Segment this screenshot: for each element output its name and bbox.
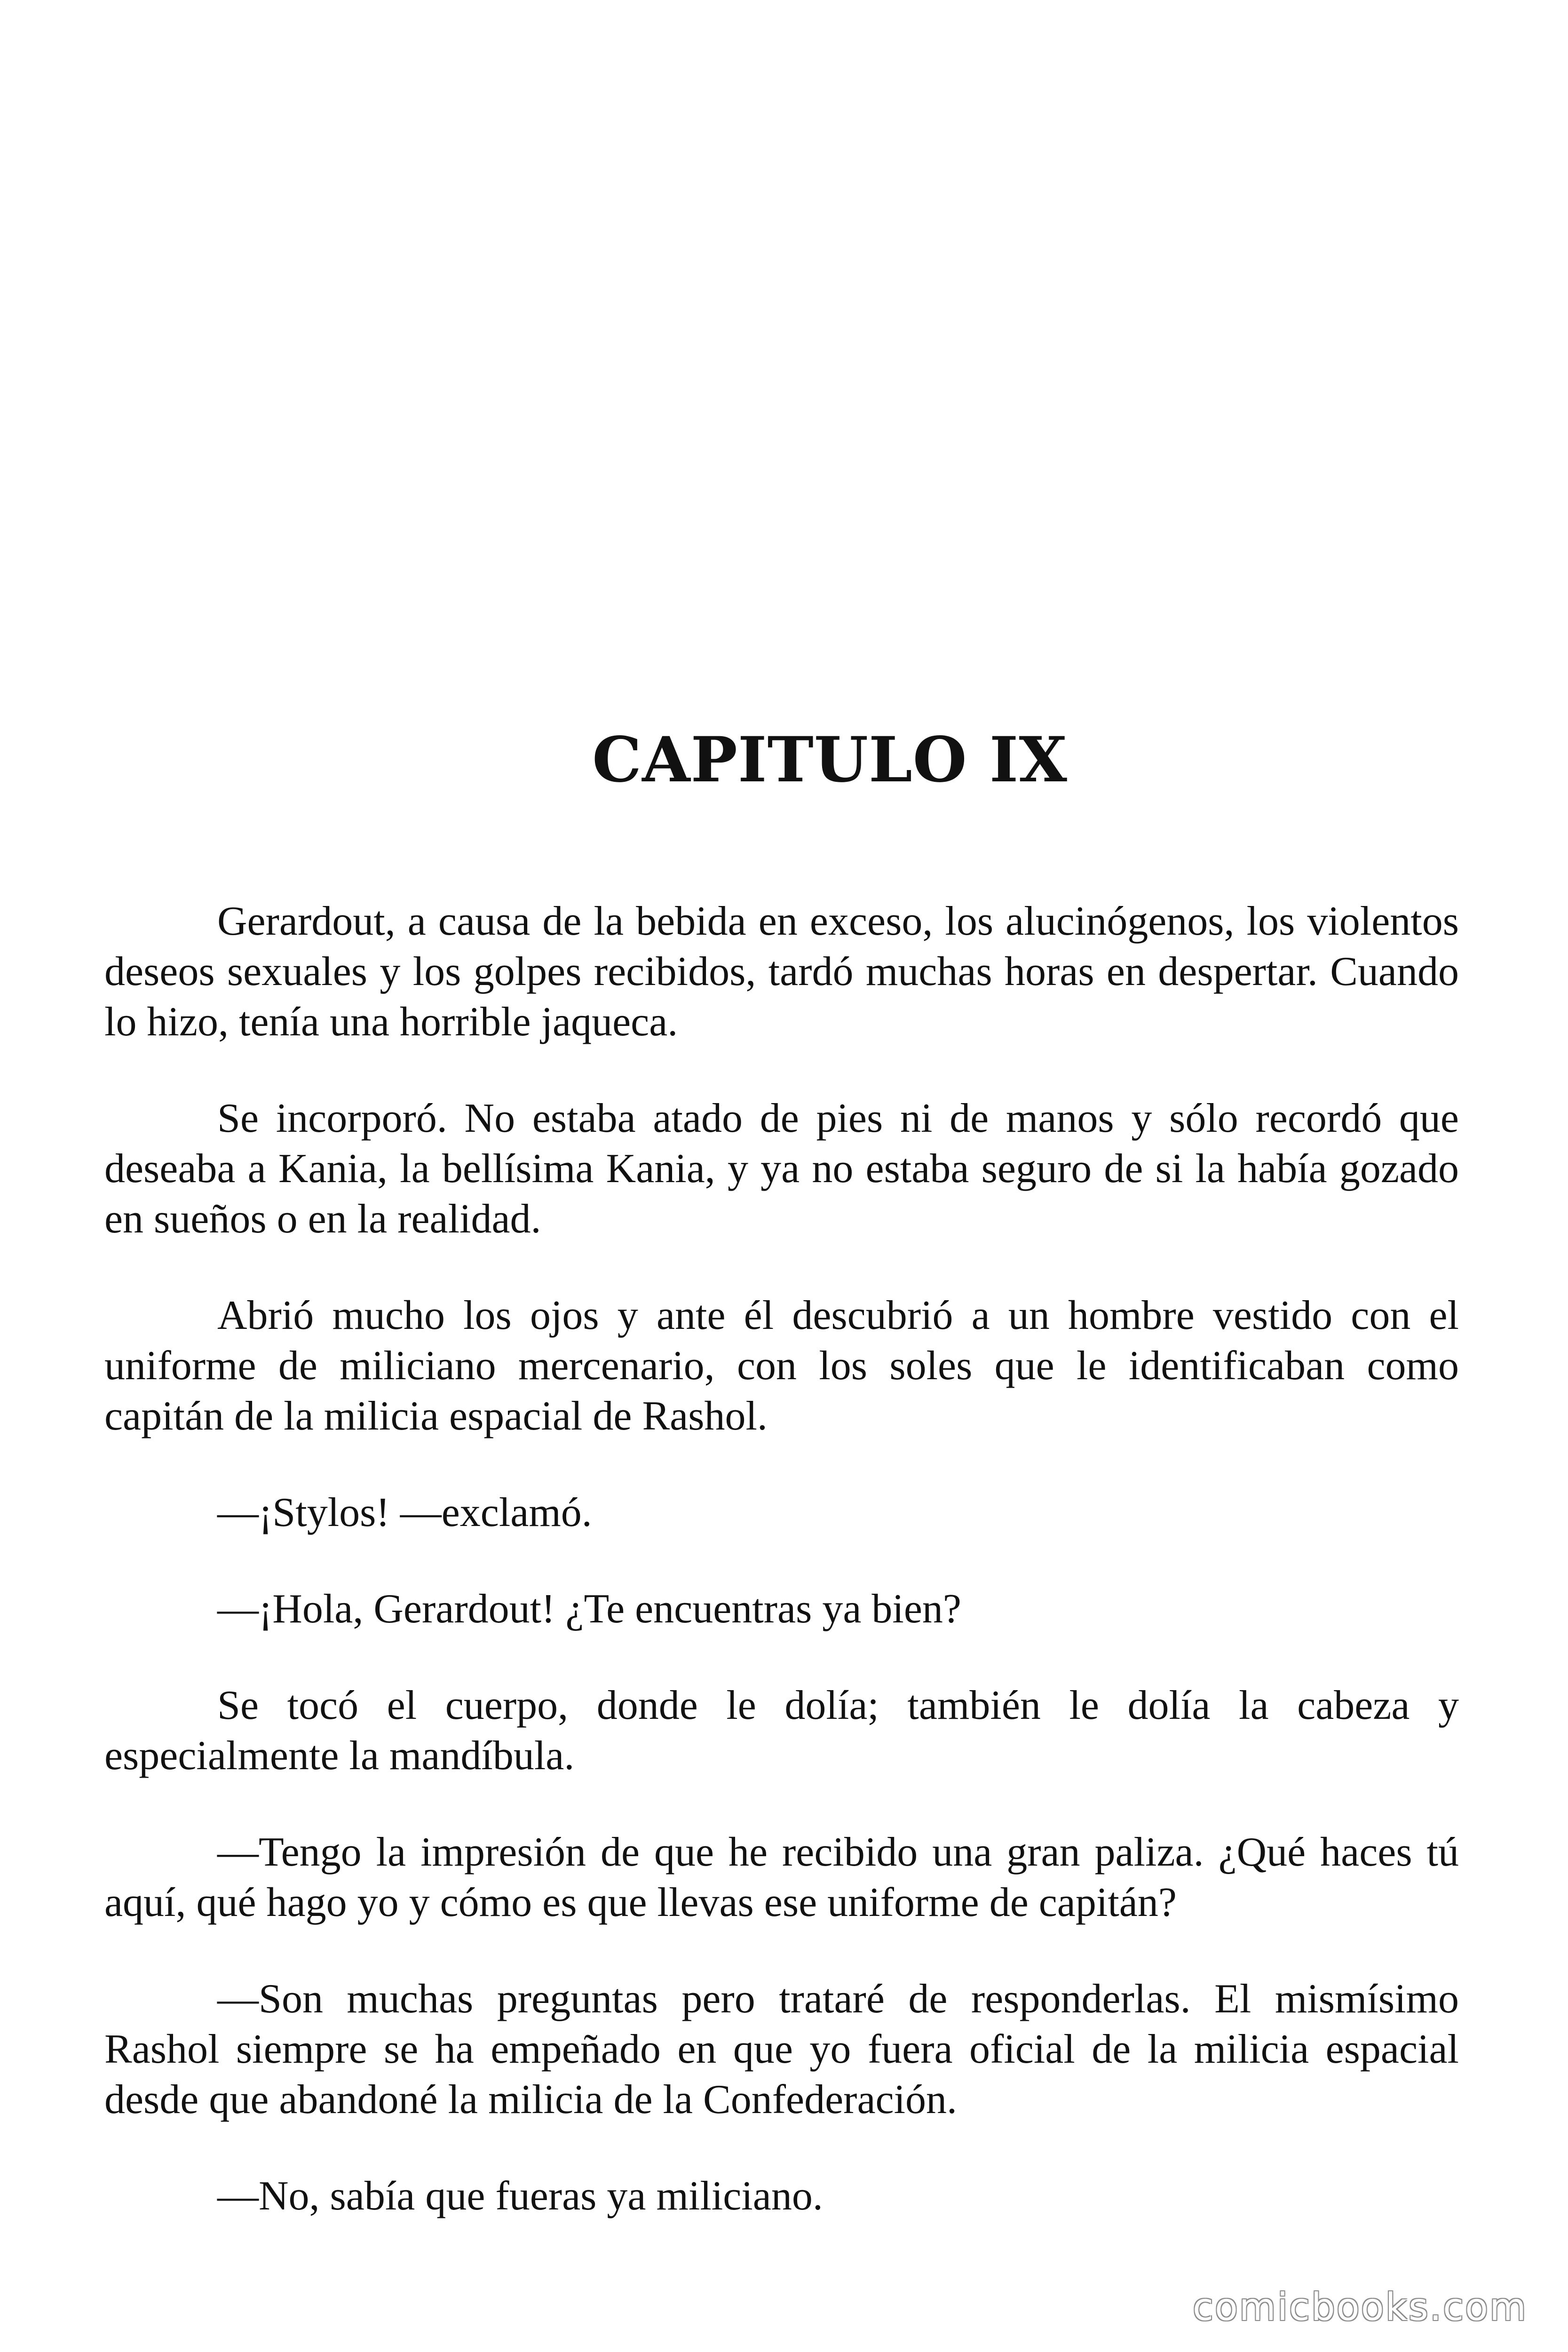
watermark: comicbooks.com <box>1192 2285 1528 2329</box>
paragraph: —¡Stylos! —exclamó. <box>217 1490 592 1535</box>
paragraph: Se tocó el cuerpo, donde le dolía; también le dolía la cabeza y especialmente la mandíbula. <box>104 1683 1459 1779</box>
paragraph: —Tengo la impresión de que he recibido una gran paliza. ¿Qué haces tú aquí, qué hago yo y cómo es que llevas ese uniforme de capitán? <box>104 1829 1459 1925</box>
paragraph: Gerardout, a causa de la bebida en exceso, los alucinógenos, los violentos deseos sexuales y los golpes recibidos, tardó muchas horas en despertar. Cuando lo hizo, tenía una horrible jaqueca. <box>104 898 1459 1045</box>
paragraph: —Son muchas preguntas pero trataré de responderlas. El mismísimo Rashol siempre se ha empeñado en que yo fuera oficial de la milicia espacial desde que abandoné la milicia de la Confederación. <box>104 1976 1459 2122</box>
paragraph: —¡Hola, Gerardout! ¿Te encuentras ya bien? <box>217 1586 961 1632</box>
paragraph: Abrió mucho los ojos y ante él descubrió a un hombre vestido con el uniforme de miliciano mercenario, con los soles que le identificaban como capitán de la milicia espacial de Rashol. <box>104 1293 1459 1439</box>
chapter-title: CAPITULO IX <box>592 723 1068 797</box>
paragraph: —No, sabía que fueras ya miliciano. <box>217 2173 823 2219</box>
paragraph: Se incorporó. No estaba atado de pies ni de manos y sólo recordó que deseaba a Kania, la bellísima Kania, y ya no estaba seguro de si la había gozado en sueños o en la realidad. <box>104 1096 1459 1242</box>
chapter-body <box>104 896 1459 2267</box>
